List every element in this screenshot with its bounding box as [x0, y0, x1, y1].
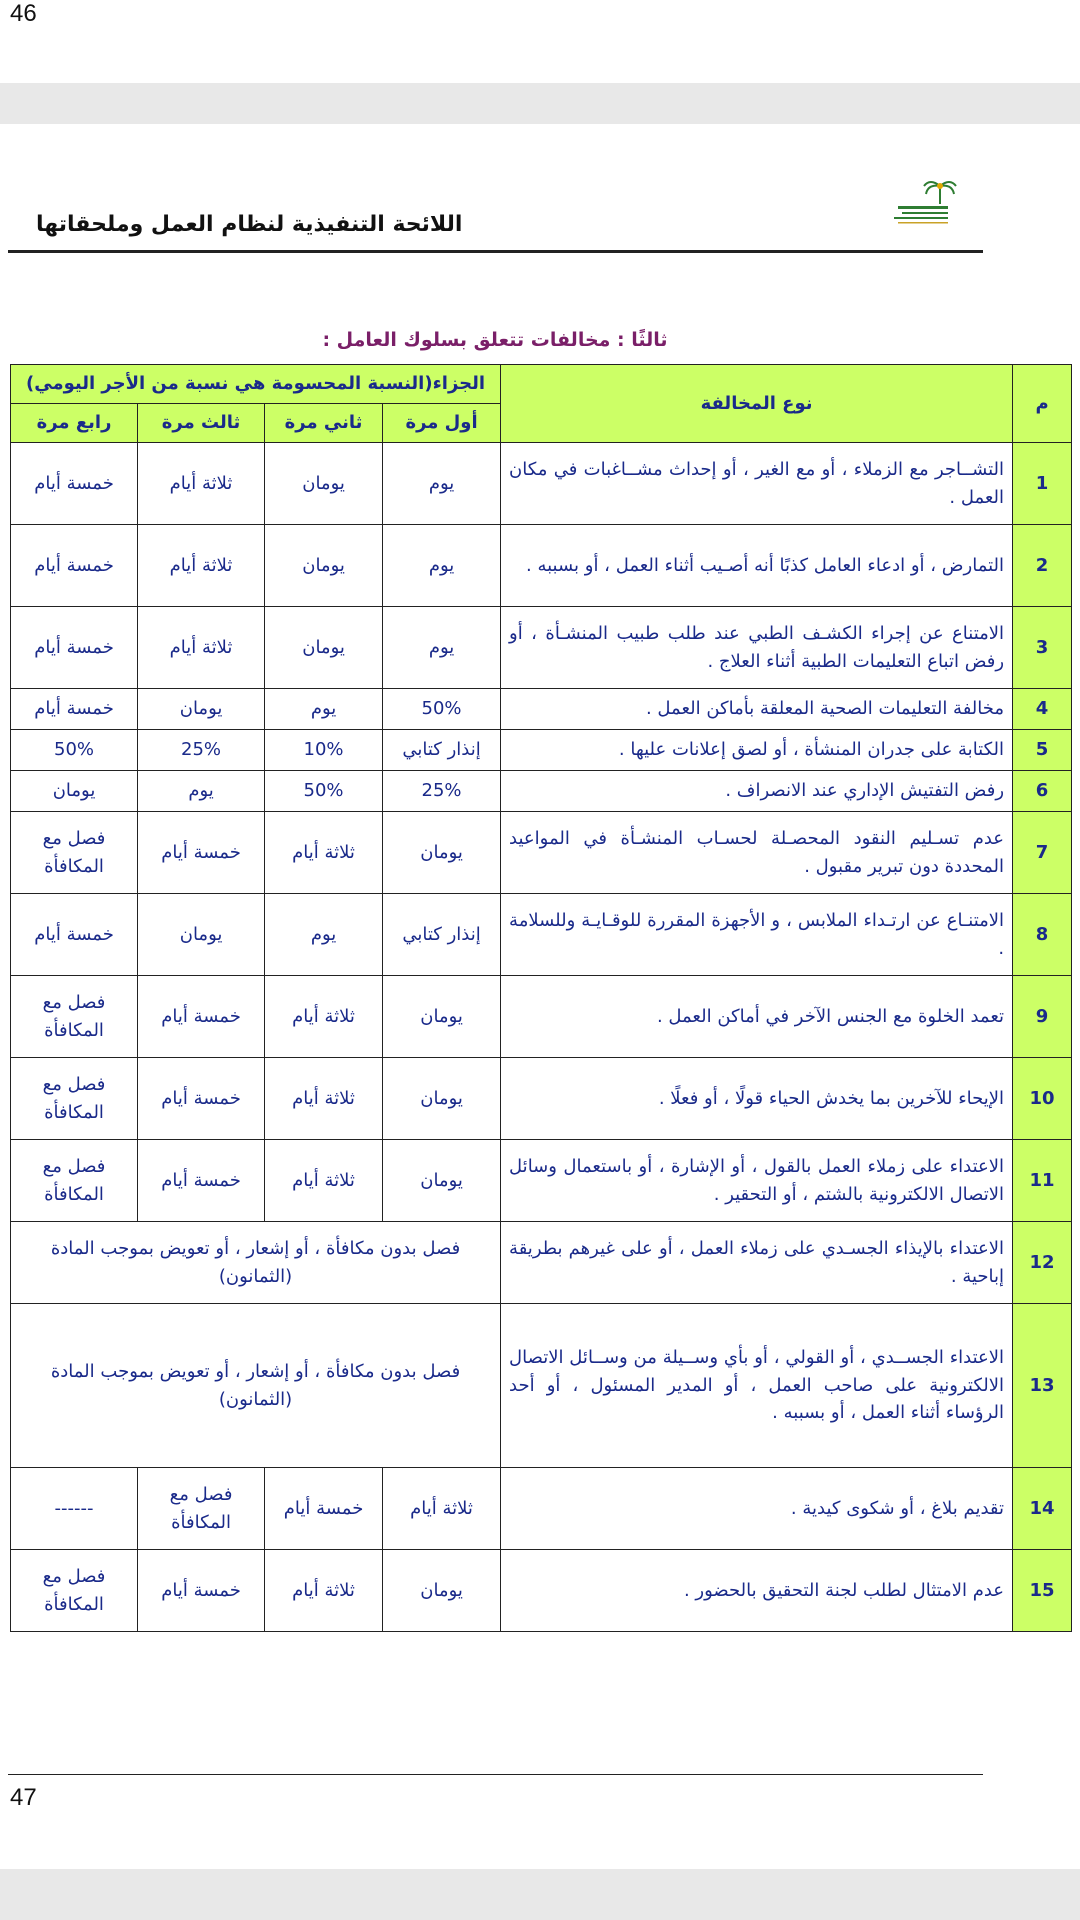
table-row	[11, 771, 1072, 812]
page-number-top: 46	[10, 0, 37, 27]
table-row	[11, 812, 1072, 894]
violation-description: التمارض ، أو ادعاء العامل كذبًا أنه أصـيب أثناء العمل ، أو بسببه .	[501, 525, 1013, 607]
violation-description: رفض التفتيش الإداري عند الانصراف .	[501, 771, 1013, 812]
penalty-fourth: يومان	[11, 771, 138, 812]
penalty-third: خمسة أيام	[138, 1058, 265, 1140]
footer-divider	[8, 1774, 983, 1775]
penalty-fourth: فصل مع المكافأة	[11, 1058, 138, 1140]
violation-description: مخالفة التعليمات الصحية المعلقة بأماكن العمل .	[501, 689, 1013, 730]
header-first-time: أول مرة	[383, 404, 501, 443]
penalty-third: يومان	[138, 689, 265, 730]
row-number: 9	[1013, 976, 1072, 1058]
penalty-fourth: خمسة أيام	[11, 689, 138, 730]
penalty-second: يومان	[265, 607, 383, 689]
previous-page-bottom	[0, 0, 1080, 83]
violation-description: عدم تسـليم النقود المحصـلة لحسـاب المنشـأة في المواعيد المحددة دون تبرير مقبول .	[501, 812, 1013, 894]
penalty-fourth: خمسة أيام	[11, 607, 138, 689]
row-number: 14	[1013, 1468, 1072, 1550]
penalty-merged: فصل بدون مكافأة ، أو إشعار ، أو تعويض بموجب المادة (الثمانون)	[11, 1222, 501, 1304]
penalty-second: يومان	[265, 443, 383, 525]
table-row	[11, 1550, 1072, 1632]
penalty-second: ثلاثة أيام	[265, 812, 383, 894]
row-number: 11	[1013, 1140, 1072, 1222]
penalty-first: يوم	[383, 443, 501, 525]
penalty-fourth: خمسة أيام	[11, 443, 138, 525]
violation-description: الامتناع عن إجراء الكشـف الطبي عند طلب طبيب المنشـأة ، أو رفض اتباع التعليمات الطبية أثناء العلاج .	[501, 607, 1013, 689]
penalty-fourth: فصل مع المكافأة	[11, 1140, 138, 1222]
penalty-third: ثلاثة أيام	[138, 443, 265, 525]
penalty-fourth: خمسة أيام	[11, 894, 138, 976]
violation-description: تعمد الخلوة مع الجنس الآخر في أماكن العمل .	[501, 976, 1013, 1058]
penalty-first: يومان	[383, 1058, 501, 1140]
penalty-fourth: ------	[11, 1468, 138, 1550]
penalty-first: يومان	[383, 1140, 501, 1222]
penalty-first: إنذار كتابي	[383, 730, 501, 771]
table-row	[11, 443, 1072, 525]
penalty-second: ثلاثة أيام	[265, 1058, 383, 1140]
row-number: 8	[1013, 894, 1072, 976]
penalty-first: 25%	[383, 771, 501, 812]
row-number: 4	[1013, 689, 1072, 730]
violation-description: الاعتداء الجســدي ، أو القولي ، أو بأي وســيلة من وســائل الاتصال الالكترونية على صاحب العمل ، أو المدير المسئول ، أو أحد الرؤساء أثناء العمل ، أو بسببه .	[501, 1304, 1013, 1468]
header-number: م	[1013, 365, 1072, 443]
violation-description: تقديم بلاغ ، أو شكوى كيدية .	[501, 1468, 1013, 1550]
row-number: 12	[1013, 1222, 1072, 1304]
penalty-second: يوم	[265, 689, 383, 730]
penalty-third: فصل مع المكافأة	[138, 1468, 265, 1550]
penalty-first: يوم	[383, 525, 501, 607]
penalty-second: يومان	[265, 525, 383, 607]
table-row	[11, 689, 1072, 730]
violation-description: الامتنـاع عن ارتـداء الملابس ، و الأجهزة المقررة للوقـايـة وللسلامة .	[501, 894, 1013, 976]
header-violation-type: نوع المخالفة	[501, 365, 1013, 443]
header-second-time: ثاني مرة	[265, 404, 383, 443]
row-number: 13	[1013, 1304, 1072, 1468]
document-page	[0, 124, 1080, 1869]
row-number: 2	[1013, 525, 1072, 607]
page-number-bottom: 47	[10, 1784, 37, 1811]
penalty-second: 10%	[265, 730, 383, 771]
violations-table	[10, 364, 1072, 1632]
table-row	[11, 1304, 1072, 1468]
row-number: 6	[1013, 771, 1072, 812]
table-row	[11, 525, 1072, 607]
penalty-third: يوم	[138, 771, 265, 812]
header-fourth-time: رابع مرة	[11, 404, 138, 443]
table-row	[11, 1222, 1072, 1304]
penalty-third: خمسة أيام	[138, 1550, 265, 1632]
penalty-first: 50%	[383, 689, 501, 730]
penalty-third: يومان	[138, 894, 265, 976]
penalty-second: يوم	[265, 894, 383, 976]
table-row	[11, 894, 1072, 976]
table-row	[11, 730, 1072, 771]
table-row	[11, 607, 1072, 689]
violation-description: الاعتداء بالإيذاء الجسـدي على زملاء العمل ، أو على غيرهم بطريقة إباحية .	[501, 1222, 1013, 1304]
ministry-palm-logo-icon	[868, 174, 968, 254]
penalty-fourth: فصل مع المكافأة	[11, 812, 138, 894]
table-row	[11, 976, 1072, 1058]
penalty-second: ثلاثة أيام	[265, 976, 383, 1058]
row-number: 5	[1013, 730, 1072, 771]
header-divider	[8, 250, 983, 253]
penalty-first: يومان	[383, 812, 501, 894]
penalty-first: يومان	[383, 1550, 501, 1632]
penalty-first: يومان	[383, 976, 501, 1058]
header-third-time: ثالث مرة	[138, 404, 265, 443]
penalty-third: 25%	[138, 730, 265, 771]
violation-description: الإيحاء للآخرين بما يخدش الحياء قولًا ، أو فعلًا .	[501, 1058, 1013, 1140]
penalty-third: خمسة أيام	[138, 1140, 265, 1222]
penalty-third: خمسة أيام	[138, 976, 265, 1058]
penalty-second: ثلاثة أيام	[265, 1140, 383, 1222]
table-row	[11, 1140, 1072, 1222]
document-title: اللائحة التنفيذية لنظام العمل وملحقاتها	[36, 212, 463, 237]
table-row	[11, 1058, 1072, 1140]
table-row	[11, 1468, 1072, 1550]
penalty-first: إنذار كتابي	[383, 894, 501, 976]
row-number: 1	[1013, 443, 1072, 525]
violation-description: الاعتداء على زملاء العمل بالقول ، أو الإشارة ، أو باستعمال وسائل الاتصال الالكترونية بالشتم ، أو التحقير .	[501, 1140, 1013, 1222]
penalty-first: يوم	[383, 607, 501, 689]
penalty-first: ثلاثة أيام	[383, 1468, 501, 1550]
penalty-second: خمسة أيام	[265, 1468, 383, 1550]
row-number: 3	[1013, 607, 1072, 689]
penalty-merged: فصل بدون مكافأة ، أو إشعار ، أو تعويض بموجب المادة (الثمانون)	[11, 1304, 501, 1468]
penalty-second: ثلاثة أيام	[265, 1550, 383, 1632]
penalty-second: 50%	[265, 771, 383, 812]
row-number: 15	[1013, 1550, 1072, 1632]
penalty-fourth: فصل مع المكافأة	[11, 976, 138, 1058]
penalty-third: خمسة أيام	[138, 812, 265, 894]
violation-description: التشــاجر مع الزملاء ، أو مع الغير ، أو إحداث مشــاغبات في مكان العمل .	[501, 443, 1013, 525]
penalty-third: ثلاثة أيام	[138, 607, 265, 689]
penalty-fourth: فصل مع المكافأة	[11, 1550, 138, 1632]
header-penalty: الجزاء(النسبة المحسومة هي نسبة من الأجر اليومي)	[11, 365, 501, 404]
row-number: 10	[1013, 1058, 1072, 1140]
violation-description: عدم الامتثال لطلب لجنة التحقيق بالحضور .	[501, 1550, 1013, 1632]
violation-description: الكتابة على جدران المنشأة ، أو لصق إعلانات عليها .	[501, 730, 1013, 771]
penalty-fourth: 50%	[11, 730, 138, 771]
penalty-fourth: خمسة أيام	[11, 525, 138, 607]
row-number: 7	[1013, 812, 1072, 894]
section-title: ثالثًا : مخالفات تتعلق بسلوك العامل :	[322, 329, 668, 351]
penalty-third: ثلاثة أيام	[138, 525, 265, 607]
